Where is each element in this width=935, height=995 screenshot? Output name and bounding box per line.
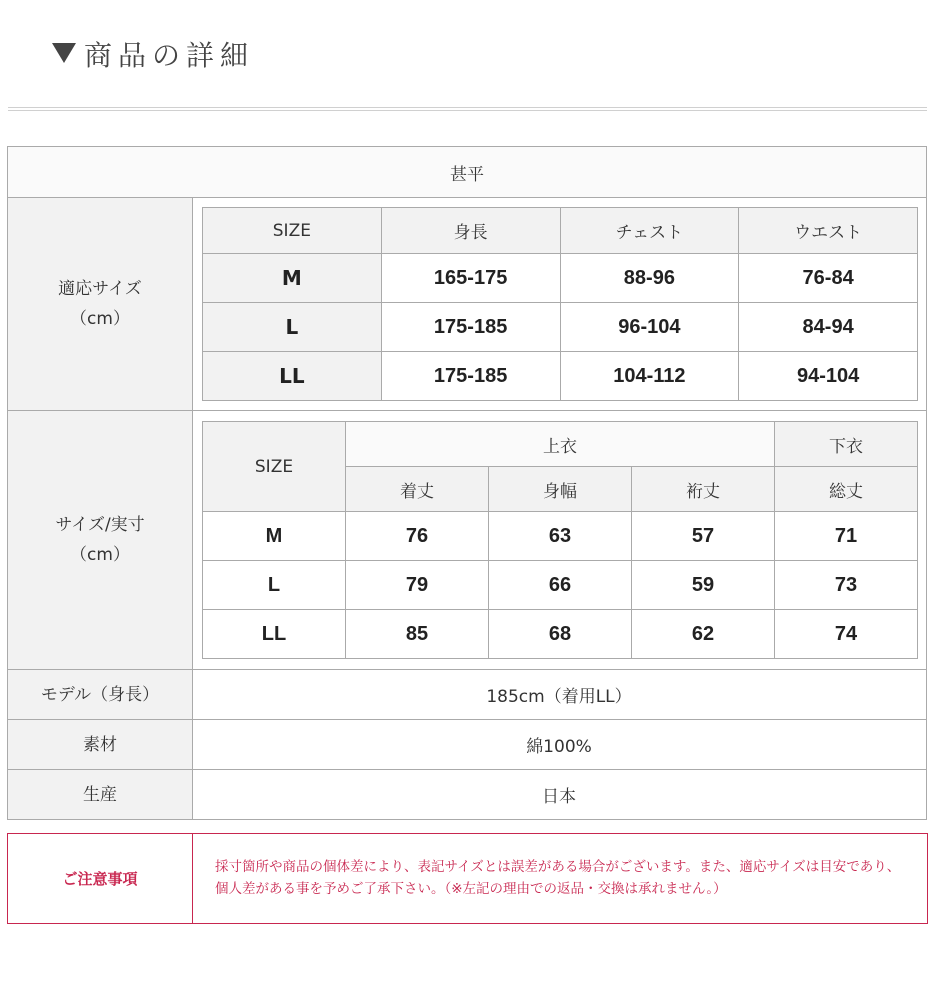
triangle-down-icon — [52, 43, 76, 63]
actual-size-table — [202, 421, 918, 659]
notice-text: 採寸箇所や商品の個体差により、表記サイズとは誤差がある場合がございます。また、適応サイズは目安であり、個人差がある事を予めご了承下さい。（※左記の理由での返品・交換は承れません。） — [215, 859, 901, 897]
group-header-bottom: 下衣 — [775, 422, 918, 467]
material-label: 素材 — [8, 720, 193, 769]
col-header: 身幅 — [489, 467, 632, 512]
table-cell: 62 — [632, 610, 775, 659]
size-cell: LL — [203, 610, 346, 659]
col-header: SIZE — [203, 208, 382, 254]
section-heading-text: 商品の詳細 — [84, 39, 255, 72]
product-title-row — [8, 147, 926, 197]
origin-label: 生産 — [8, 770, 193, 819]
col-header: ウエスト — [739, 208, 918, 254]
material-value: 綿100% — [526, 737, 592, 757]
table-cell: 175-185 — [381, 352, 560, 401]
size-cell: L — [203, 561, 346, 610]
notice-box — [7, 833, 928, 924]
table-cell: 104-112 — [560, 352, 739, 401]
table-row — [203, 303, 918, 352]
col-header: SIZE — [203, 422, 346, 512]
table-cell: 59 — [632, 561, 775, 610]
notice-label: ご注意事項 — [8, 834, 193, 923]
actual-size-label — [8, 411, 193, 669]
size-cell: LL — [203, 352, 382, 401]
table-row — [203, 352, 918, 401]
table-row — [203, 512, 918, 561]
model-row — [8, 669, 926, 719]
table-cell: 63 — [489, 512, 632, 561]
table-header-row — [203, 422, 918, 467]
model-value: 185cm（着用LL） — [486, 687, 632, 707]
table-cell: 84-94 — [739, 303, 918, 352]
table-cell: 57 — [632, 512, 775, 561]
table-row — [203, 561, 918, 610]
table-cell: 76-84 — [739, 254, 918, 303]
fit-size-table — [202, 207, 918, 401]
size-cell: M — [203, 512, 346, 561]
fit-size-unit: （cm） — [70, 309, 130, 329]
table-cell: 94-104 — [739, 352, 918, 401]
material-row — [8, 719, 926, 769]
col-header: 裄丈 — [632, 467, 775, 512]
table-cell: 96-104 — [560, 303, 739, 352]
model-label: モデル（身長） — [8, 670, 193, 719]
actual-size-unit: （cm） — [70, 545, 130, 565]
product-title: 甚平 — [450, 164, 484, 185]
divider — [8, 107, 927, 108]
table-cell: 73 — [775, 561, 918, 610]
table-header-row — [203, 208, 918, 254]
table-cell: 68 — [489, 610, 632, 659]
fit-size-row — [8, 197, 926, 410]
table-cell: 85 — [346, 610, 489, 659]
actual-size-row — [8, 410, 926, 669]
divider — [8, 110, 927, 111]
table-cell: 66 — [489, 561, 632, 610]
section-heading — [52, 34, 254, 74]
fit-size-label-text: 適応サイズ — [58, 279, 142, 299]
col-header: チェスト — [560, 208, 739, 254]
table-cell: 79 — [346, 561, 489, 610]
size-cell: L — [203, 303, 382, 352]
actual-size-label-text: サイズ/実寸 — [55, 515, 145, 535]
spec-table — [7, 146, 927, 820]
table-cell: 71 — [775, 512, 918, 561]
origin-row — [8, 769, 926, 819]
table-row — [203, 610, 918, 659]
table-cell: 88-96 — [560, 254, 739, 303]
col-header: 着丈 — [346, 467, 489, 512]
origin-value: 日本 — [542, 787, 576, 807]
table-cell: 76 — [346, 512, 489, 561]
group-header-top: 上衣 — [346, 422, 775, 467]
table-row — [203, 254, 918, 303]
col-header: 総丈 — [775, 467, 918, 512]
fit-size-label — [8, 198, 193, 410]
col-header: 身長 — [381, 208, 560, 254]
table-cell: 175-185 — [381, 303, 560, 352]
size-cell: M — [203, 254, 382, 303]
table-cell: 165-175 — [381, 254, 560, 303]
table-cell: 74 — [775, 610, 918, 659]
